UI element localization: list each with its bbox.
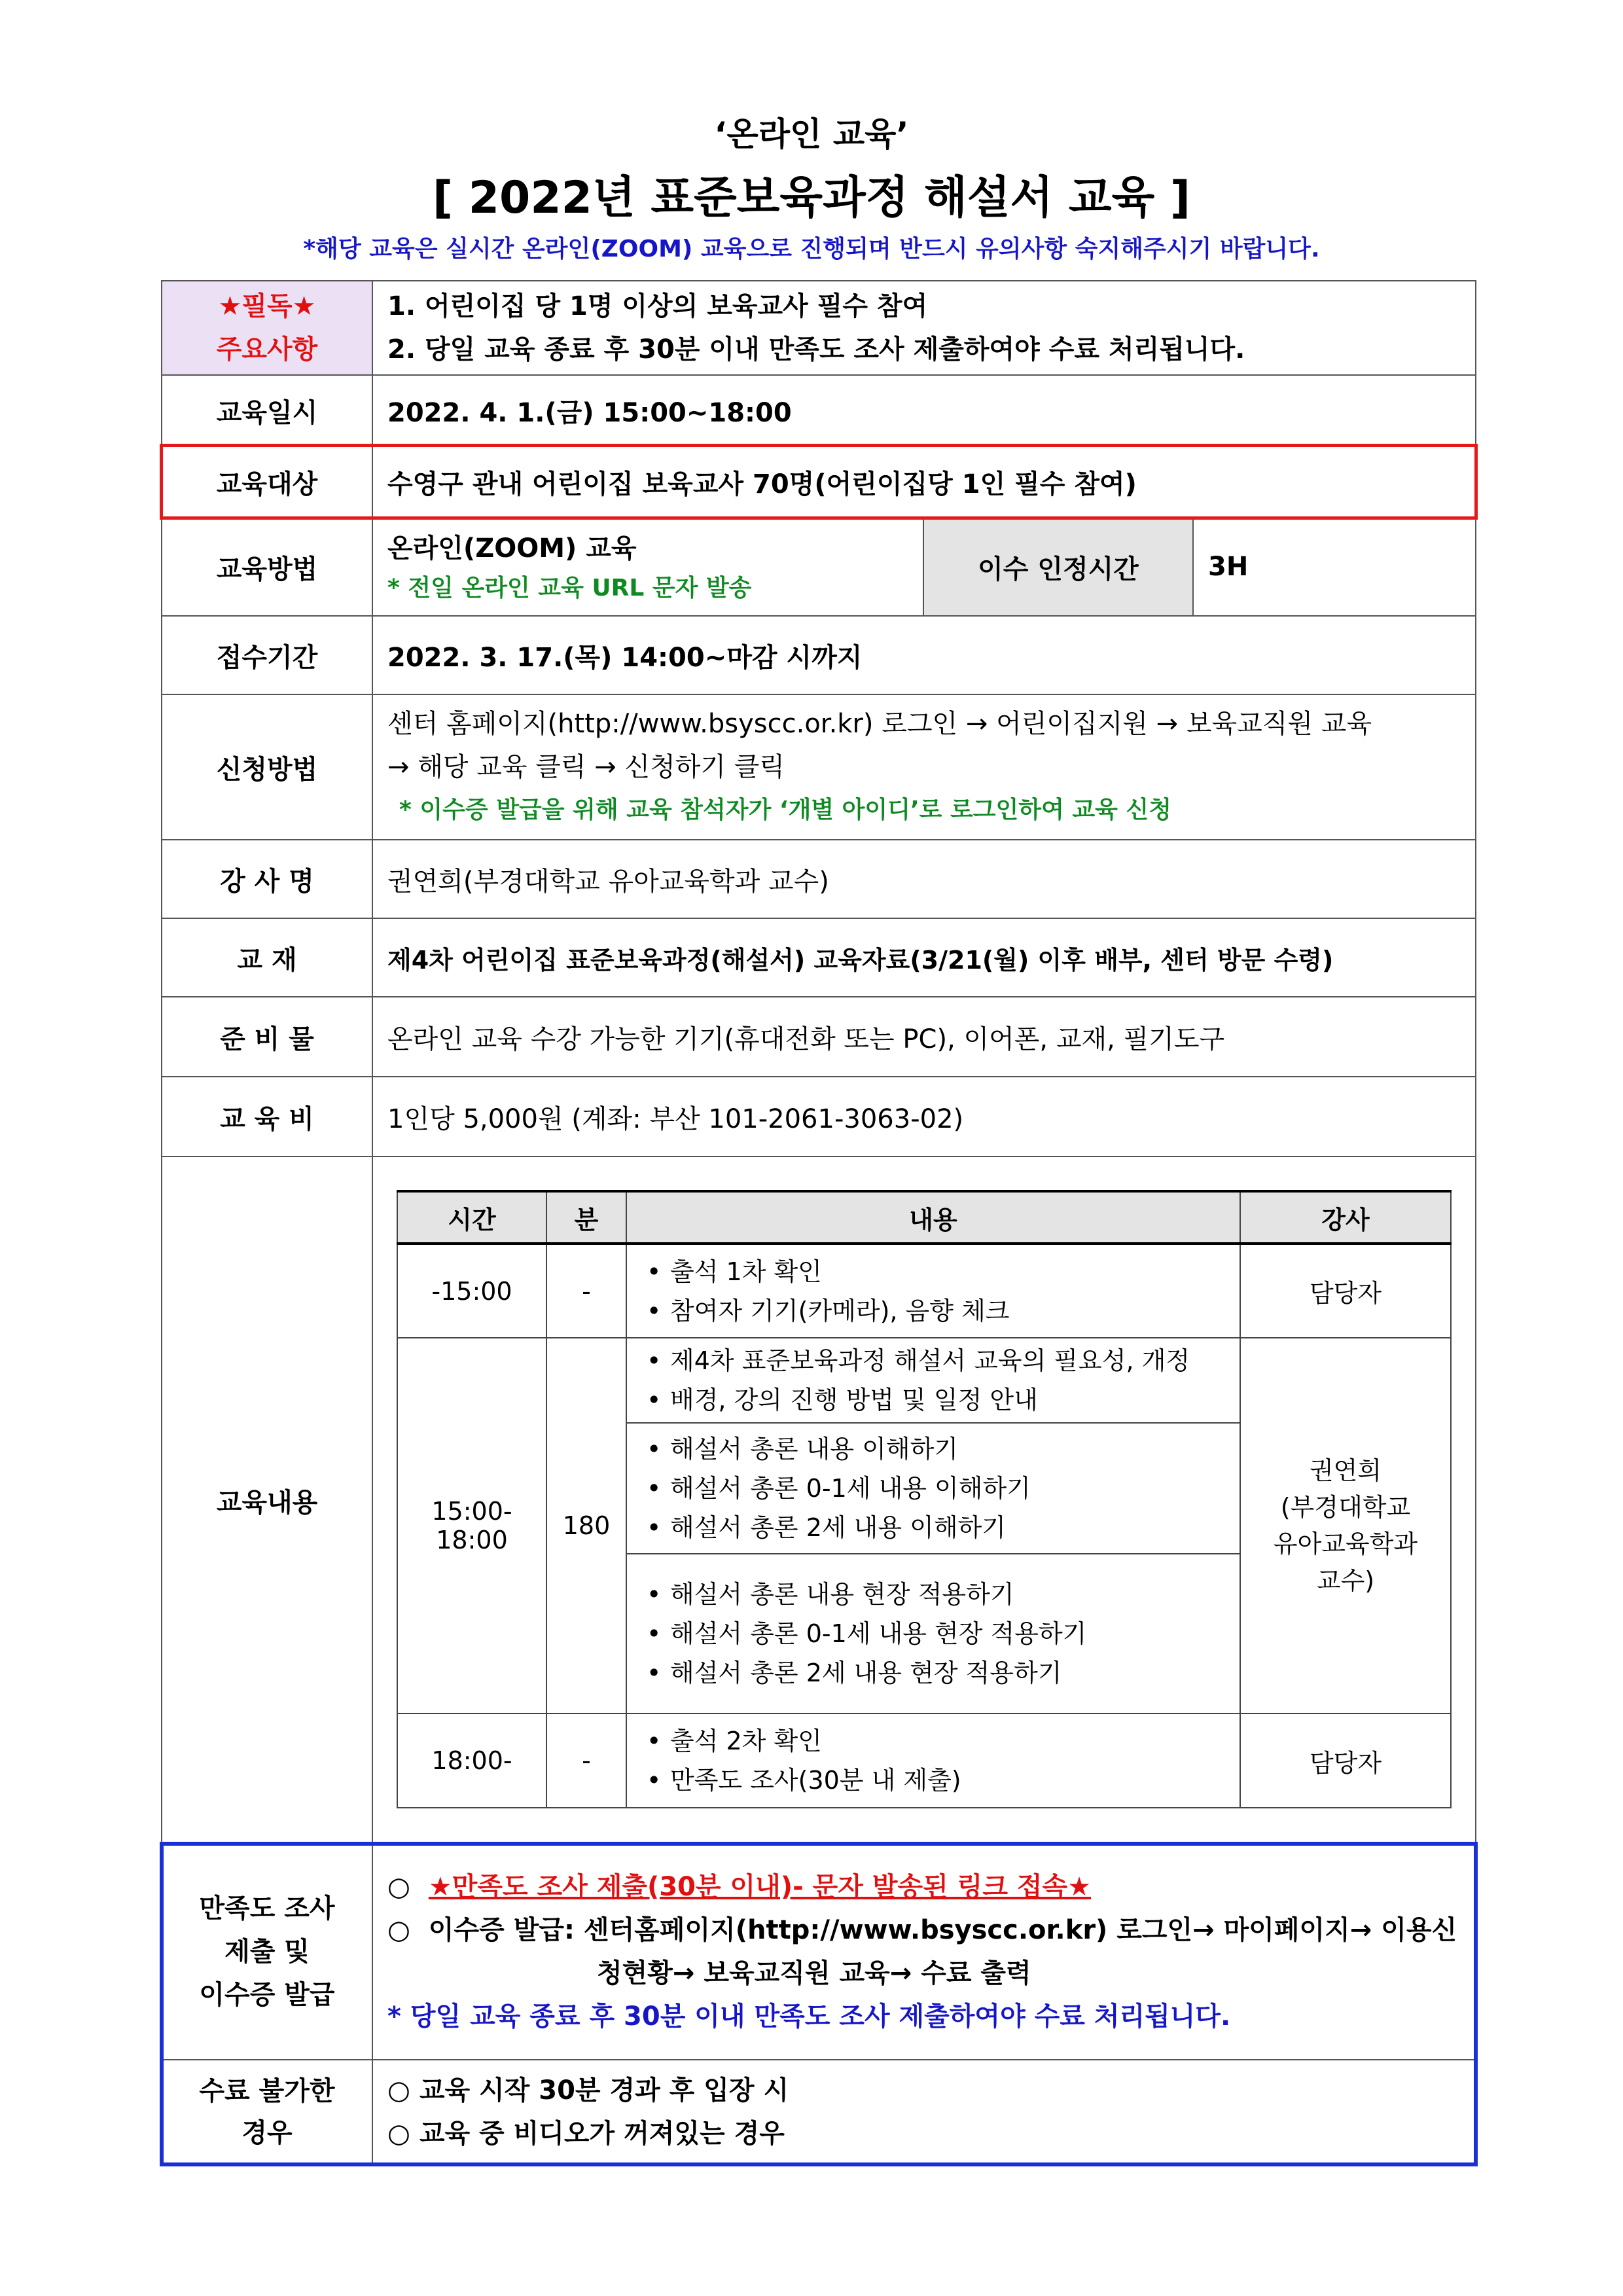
- list-item: • 해설서 총론 2세 내용 현장 적용하기: [647, 1653, 1240, 1693]
- survey-highlight-frame: [160, 1842, 1478, 2166]
- row-material: [162, 918, 1476, 997]
- schedule-row-2-time: 15:00-18:00: [397, 1338, 546, 1713]
- schedule-table: [397, 1190, 1452, 1808]
- prep-value: 온라인 교육 수강 가능한 기기(휴대전화 또는 PC), 이어폰, 교재, 필기도구: [372, 997, 1476, 1077]
- method-note: * 전일 온라인 교육 URL 문자 발송: [387, 575, 752, 601]
- date-label: 교육일시: [162, 375, 372, 446]
- must-read-content: [372, 281, 1476, 375]
- schedule-row-2-lecturer-line-3: 유아교육학과: [1273, 1530, 1418, 1558]
- survey-item-2-line-2: 청현황→ 보육교직원 교육→ 수료 출력: [597, 1958, 1031, 1988]
- schedule-header-time: 시간: [397, 1191, 546, 1244]
- list-item: • 출석 2차 확인: [647, 1721, 1240, 1761]
- row-prep: [162, 997, 1476, 1077]
- method-value-cell: [372, 518, 923, 616]
- list-item-continuation: [647, 1380, 1240, 1420]
- schedule-row-1-content: [626, 1244, 1240, 1338]
- survey-note: * 당일 교육 종료 후 30분 이내 만족도 조사 제출하여야 수료 처리됩니다.: [387, 2001, 1231, 2032]
- survey-item-2-line-1: 이수증 발급: 센터홈페이지(http://www.bsyscc.or.kr) 로그인→ 마이페이지→ 이용신: [428, 1915, 1457, 1945]
- must-read-label-line2: 주요사항: [216, 334, 318, 365]
- schedule-row-3-lecturer: 담당자: [1240, 1713, 1451, 1808]
- apply-label: 신청방법: [162, 694, 372, 840]
- target-highlight-frame: [160, 444, 1478, 520]
- list-item: • 제4차 표준보육과정 해설서 교육의 필요성, 개정: [647, 1341, 1240, 1380]
- row-period: [162, 616, 1476, 694]
- apply-note: * 이수증 발급을 위해 교육 참석자가 ‘개별 아이디’로 로그인하여 교육 신청: [399, 797, 1172, 823]
- credit-label: 이수 인정시간: [923, 518, 1193, 616]
- row-content: [162, 1157, 1476, 1844]
- row-lecturer: [162, 840, 1476, 918]
- schedule-row-2-block-2: [626, 1423, 1240, 1554]
- schedule-row-2-minutes: 180: [546, 1338, 626, 1713]
- fail-item-1: ○ 교육 시작 30분 경과 후 입장 시: [387, 2075, 789, 2106]
- schedule-header-row: [397, 1191, 1451, 1244]
- must-read-item-2: 2. 당일 교육 종료 후 30분 이내 만족도 조사 제출하여야 수료 처리됩니다.: [387, 334, 1245, 365]
- list-item: • 해설서 총론 0-1세 내용 현장 적용하기: [647, 1614, 1240, 1653]
- schedule-row-2-block-3: [626, 1554, 1240, 1713]
- row-must-read: [162, 281, 1476, 375]
- schedule-row-2a: [397, 1338, 1451, 1423]
- list-item: • 해설서 총론 내용 현장 적용하기: [647, 1575, 1240, 1614]
- row-date: [162, 375, 1476, 446]
- schedule-row-3-minutes: -: [546, 1713, 626, 1808]
- lecturer-value: 권연희(부경대학교 유아교육학과 교수): [372, 840, 1476, 918]
- list-item-continuation-text: 배경, 강의 진행 방법 및 일정 안내: [670, 1386, 1038, 1414]
- must-read-label-line1: ★필독★: [218, 291, 316, 321]
- survey-label-line-3: 이수증 발급: [199, 1980, 335, 2010]
- schedule-row-1: [397, 1244, 1451, 1338]
- schedule-row-2-lecturer: [1240, 1338, 1451, 1713]
- schedule-row-1-time: -15:00: [397, 1244, 546, 1338]
- credit-value: 3H: [1193, 518, 1476, 616]
- schedule-row-2-lecturer-line-1: 권연희: [1309, 1456, 1382, 1485]
- schedule-row-2-lecturer-line-2: (부경대학교: [1280, 1493, 1411, 1522]
- content-label: 교육내용: [162, 1157, 372, 1844]
- apply-line-2: → 해당 교육 클릭 → 신청하기 클릭: [387, 752, 785, 782]
- row-apply: [162, 694, 1476, 840]
- fee-label: 교 육 비: [162, 1077, 372, 1157]
- period-label: 접수기간: [162, 616, 372, 694]
- list-item: • 출석 1차 확인: [647, 1252, 1240, 1291]
- schedule-row-2-block-1: [626, 1338, 1240, 1423]
- apply-content: [372, 694, 1476, 840]
- row-fee: [162, 1077, 1476, 1157]
- circle-bullet: ○: [387, 1915, 410, 1945]
- must-read-label: [162, 281, 372, 375]
- period-value: 2022. 3. 17.(목) 14:00~마감 시까지: [372, 616, 1476, 694]
- schedule-header-minutes: 분: [546, 1191, 626, 1244]
- fail-label-line-2: 경우: [241, 2118, 293, 2148]
- schedule-row-3-time: 18:00-: [397, 1713, 546, 1808]
- schedule-row-2-lecturer-line-4: 교수): [1316, 1566, 1375, 1595]
- list-item: • 참여자 기기(카메라), 음향 체크: [647, 1291, 1240, 1331]
- method-label: 교육방법: [162, 518, 372, 616]
- fee-value: 1인당 5,000원 (계좌: 부산 101-2061-3063-02): [372, 1077, 1476, 1157]
- schedule-row-3: [397, 1713, 1451, 1808]
- target-label: 교육대상: [162, 446, 372, 518]
- schedule-row-3-content: [626, 1713, 1240, 1808]
- list-item: • 해설서 총론 2세 내용 이해하기: [647, 1508, 1240, 1547]
- material-value: 제4차 어린이집 표준보육과정(해설서) 교육자료(3/21(월) 이후 배부, 센터 방문 수령): [372, 918, 1476, 997]
- date-value: 2022. 4. 1.(금) 15:00~18:00: [372, 375, 1476, 446]
- apply-line-1: 센터 홈페이지(http://www.bsyscc.or.kr) 로그인 → 어린이집지원 → 보육교직원 교육: [387, 709, 1372, 739]
- schedule-row-1-minutes: -: [546, 1244, 626, 1338]
- material-label: 교 재: [162, 918, 372, 997]
- target-value: 수영구 관내 어린이집 보육교사 70명(어린이집당 1인 필수 참여): [372, 446, 1476, 518]
- notice-text: *해당 교육은 실시간 온라인(ZOOM) 교육으로 진행되며 반드시 유의사항 숙지해주시기 바랍니다.: [303, 236, 1320, 262]
- prep-label: 준 비 물: [162, 997, 372, 1077]
- method-value: 온라인(ZOOM) 교육: [387, 533, 637, 564]
- content-cell: [372, 1157, 1476, 1844]
- must-read-item-1: 1. 어린이집 당 1명 이상의 보육교사 필수 참여: [387, 291, 928, 321]
- schedule-row-1-lecturer: 담당자: [1240, 1244, 1451, 1338]
- document-title: [ 2022년 표준보육과정 해설서 교육 ]: [432, 172, 1191, 224]
- survey-label-line-1: 만족도 조사: [199, 1893, 335, 1924]
- survey-item-1-text: ★만족도 조사 제출(30분 이내)- 문자 발송된 링크 접속★: [428, 1872, 1092, 1902]
- row-method: [162, 518, 1476, 616]
- schedule-header-lecturer: 강사: [1240, 1191, 1451, 1244]
- document-subtitle: ‘온라인 교육’: [714, 115, 909, 153]
- list-item: • 해설서 총론 내용 이해하기: [647, 1429, 1240, 1469]
- fail-item-2: ○ 교육 중 비디오가 꺼져있는 경우: [387, 2119, 785, 2149]
- list-item: • 만족도 조사(30분 내 제출): [647, 1761, 1240, 1800]
- fail-label-line-1: 수료 불가한: [199, 2076, 335, 2106]
- survey-label-line-2: 제출 및: [224, 1937, 310, 1967]
- lecturer-label: 강 사 명: [162, 840, 372, 918]
- schedule-header-content: 내용: [626, 1191, 1240, 1244]
- circle-bullet: ○: [387, 1872, 410, 1902]
- list-item: • 해설서 총론 0-1세 내용 이해하기: [647, 1469, 1240, 1508]
